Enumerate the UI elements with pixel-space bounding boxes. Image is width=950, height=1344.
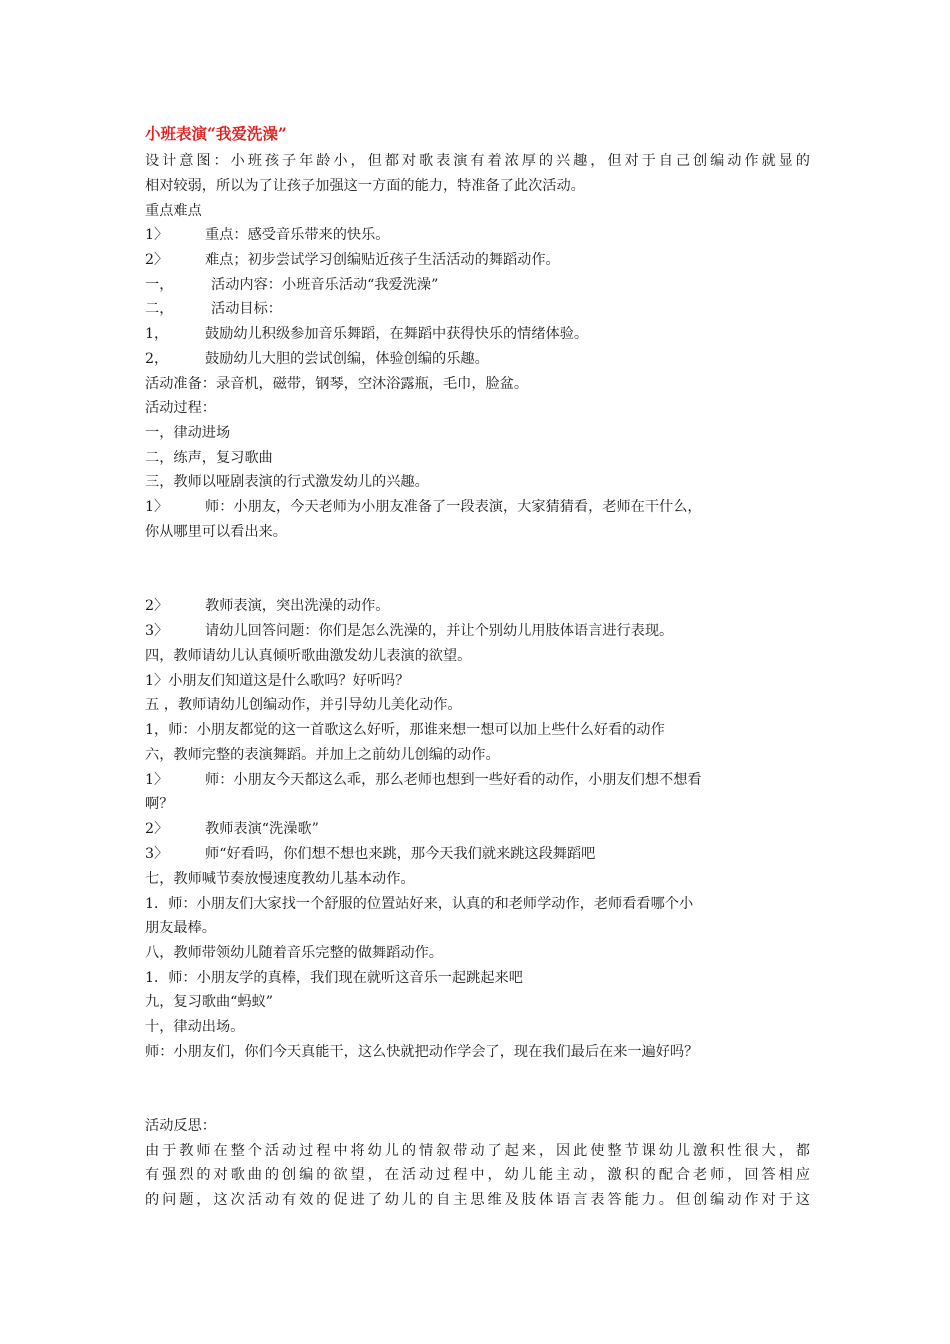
- intro-line-1: 设计意图：小班孩子年龄小，但都对歌表演有着浓厚的兴趣，但对于自己创编动作就显的: [145, 153, 810, 169]
- process-step-2: 二，练声，复习歌曲: [145, 450, 273, 466]
- list-text: 重点：感受音乐带来的快乐。: [205, 227, 390, 243]
- process-step-6: 六，教师完整的表演舞蹈。并加上之前幼儿创编的动作。: [145, 747, 500, 763]
- process-heading: 活动过程：: [145, 400, 216, 416]
- list-text: 教师表演，突出洗澡的动作。: [205, 598, 390, 614]
- list-text: 鼓励幼儿大胆的尝试创编，体验创编的乐趣。: [205, 351, 489, 367]
- process-step-9: 九，复习歌曲“蚂蚁”: [145, 994, 274, 1010]
- list-number: 2，: [145, 351, 169, 367]
- step-4-item-1: 1〉小朋友们知道这是什么歌吗？好听吗？: [145, 673, 410, 689]
- step-6-item-3: [145, 842, 810, 867]
- step-6-item-2: [145, 817, 810, 842]
- process-step-1: 一，律动进场: [145, 425, 231, 441]
- reflection-line-2: 有强烈的对歌曲的创编的欲望，在活动过程中，幼儿能主动，激积的配合老师，回答相应: [145, 1167, 810, 1183]
- list-number: 2〉: [145, 821, 169, 837]
- reflection-line-3: 的问题，这次活动有效的促进了幼儿的自主思维及肢体语言表答能力。但创编动作对于这: [145, 1192, 810, 1208]
- goal-1: [145, 322, 810, 347]
- step-3-item-2: [145, 594, 810, 619]
- list-number: 2〉: [145, 598, 169, 614]
- list-text: 师：小朋友今天都这么乖，那么老师也想到一些好看的动作，小朋友们想不想看: [205, 772, 702, 788]
- reflection-line-1: 由于教师在整个活动过程中将幼儿的情叙带动了起来，因此使整节课幼儿激积性很大，都: [145, 1143, 810, 1159]
- section-text: 活动内容：小班音乐活动“我爱洗澡”: [211, 277, 439, 293]
- step-5-item-1: 1，师：小朋友都觉的这一首歌这么好听，那谁来想一想可以加上些什么好看的动作: [145, 722, 665, 738]
- step-7-item-1-cont: 朋友最棒。: [145, 920, 216, 936]
- step-7-item-1: 1．师：小朋友们大家找一个舒服的位置站好来，认真的和老师学动作，老师看看哪个小: [145, 896, 694, 912]
- process-step-4: 四，教师请幼儿认真倾听歌曲激发幼儿表演的欲望。: [145, 648, 472, 664]
- list-text: 鼓励幼儿积级参加音乐舞蹈，在舞蹈中获得快乐的情绪体验。: [205, 326, 589, 342]
- key-point-1: [145, 223, 810, 248]
- list-number: 3〉: [145, 623, 169, 639]
- list-text: 难点；初步尝试学习创编贴近孩子生活活动的舞蹈动作。: [205, 252, 560, 268]
- list-text: 教师表演“洗澡歌”: [205, 821, 319, 837]
- process-step-10: 十，律动出场。: [145, 1019, 245, 1035]
- step-3-item-1: [145, 495, 810, 520]
- reflection-heading: 活动反思：: [145, 1118, 216, 1134]
- list-text: 请幼儿回答问题：你们是怎么洗澡的，并让个别幼儿用肢体语言进行表现。: [205, 623, 674, 639]
- step-6-item-1: [145, 768, 810, 793]
- step-3-item-1-cont: 你从哪里可以看出来。: [145, 524, 287, 540]
- step-10-item-1: 师：小朋友们，你们今天真能干，这么快就把动作学会了，现在我们最后在来一遍好吗？: [145, 1044, 699, 1060]
- section-1: [145, 273, 810, 298]
- step-3-item-3: [145, 619, 810, 644]
- section-number: 一，: [145, 277, 174, 293]
- process-step-7: 七，教师喊节奏放慢速度教幼儿基本动作。: [145, 871, 415, 887]
- doc-title: 小班表演“我爱洗澡”: [145, 124, 287, 143]
- intro-line-2: 相对较弱，所以为了让孩子加强这一方面的能力，特准备了此次活动。: [145, 178, 585, 194]
- step-8-item-1: 1．师：小朋友学的真棒，我们现在就听这音乐一起跳起来吧: [145, 970, 523, 986]
- section-number: 二，: [145, 301, 174, 317]
- preparation: 活动准备：录音机，磁带，钢琴，空沐浴露瓶，毛巾，脸盆。: [145, 376, 529, 392]
- step-6-item-1-cont: 啊？: [145, 796, 174, 812]
- list-number: 3〉: [145, 846, 169, 862]
- list-number: 2〉: [145, 252, 169, 268]
- list-number: 1〉: [145, 499, 169, 515]
- list-text: 师“好看吗，你们想不想也来跳，那今天我们就来跳这段舞蹈吧: [205, 846, 596, 862]
- goal-2: [145, 347, 810, 372]
- list-text: 师：小朋友，今天老师为小朋友准备了一段表演，大家猜猜看，老师在干什么，: [205, 499, 702, 515]
- list-number: 1〉: [145, 772, 169, 788]
- list-number: 1，: [145, 326, 169, 342]
- key-point-2: [145, 248, 810, 273]
- key-points-heading: 重点难点: [145, 203, 202, 219]
- section-2: [145, 297, 810, 322]
- process-step-8: 八，教师带领幼儿随着音乐完整的做舞蹈动作。: [145, 945, 443, 961]
- process-step-3: 三，教师以哑剧表演的行式激发幼儿的兴趣。: [145, 474, 429, 490]
- process-step-5: 五 ，教师请幼儿创编动作，并引导幼儿美化动作。: [145, 697, 462, 713]
- list-number: 1〉: [145, 227, 169, 243]
- section-text: 活动目标：: [211, 301, 282, 317]
